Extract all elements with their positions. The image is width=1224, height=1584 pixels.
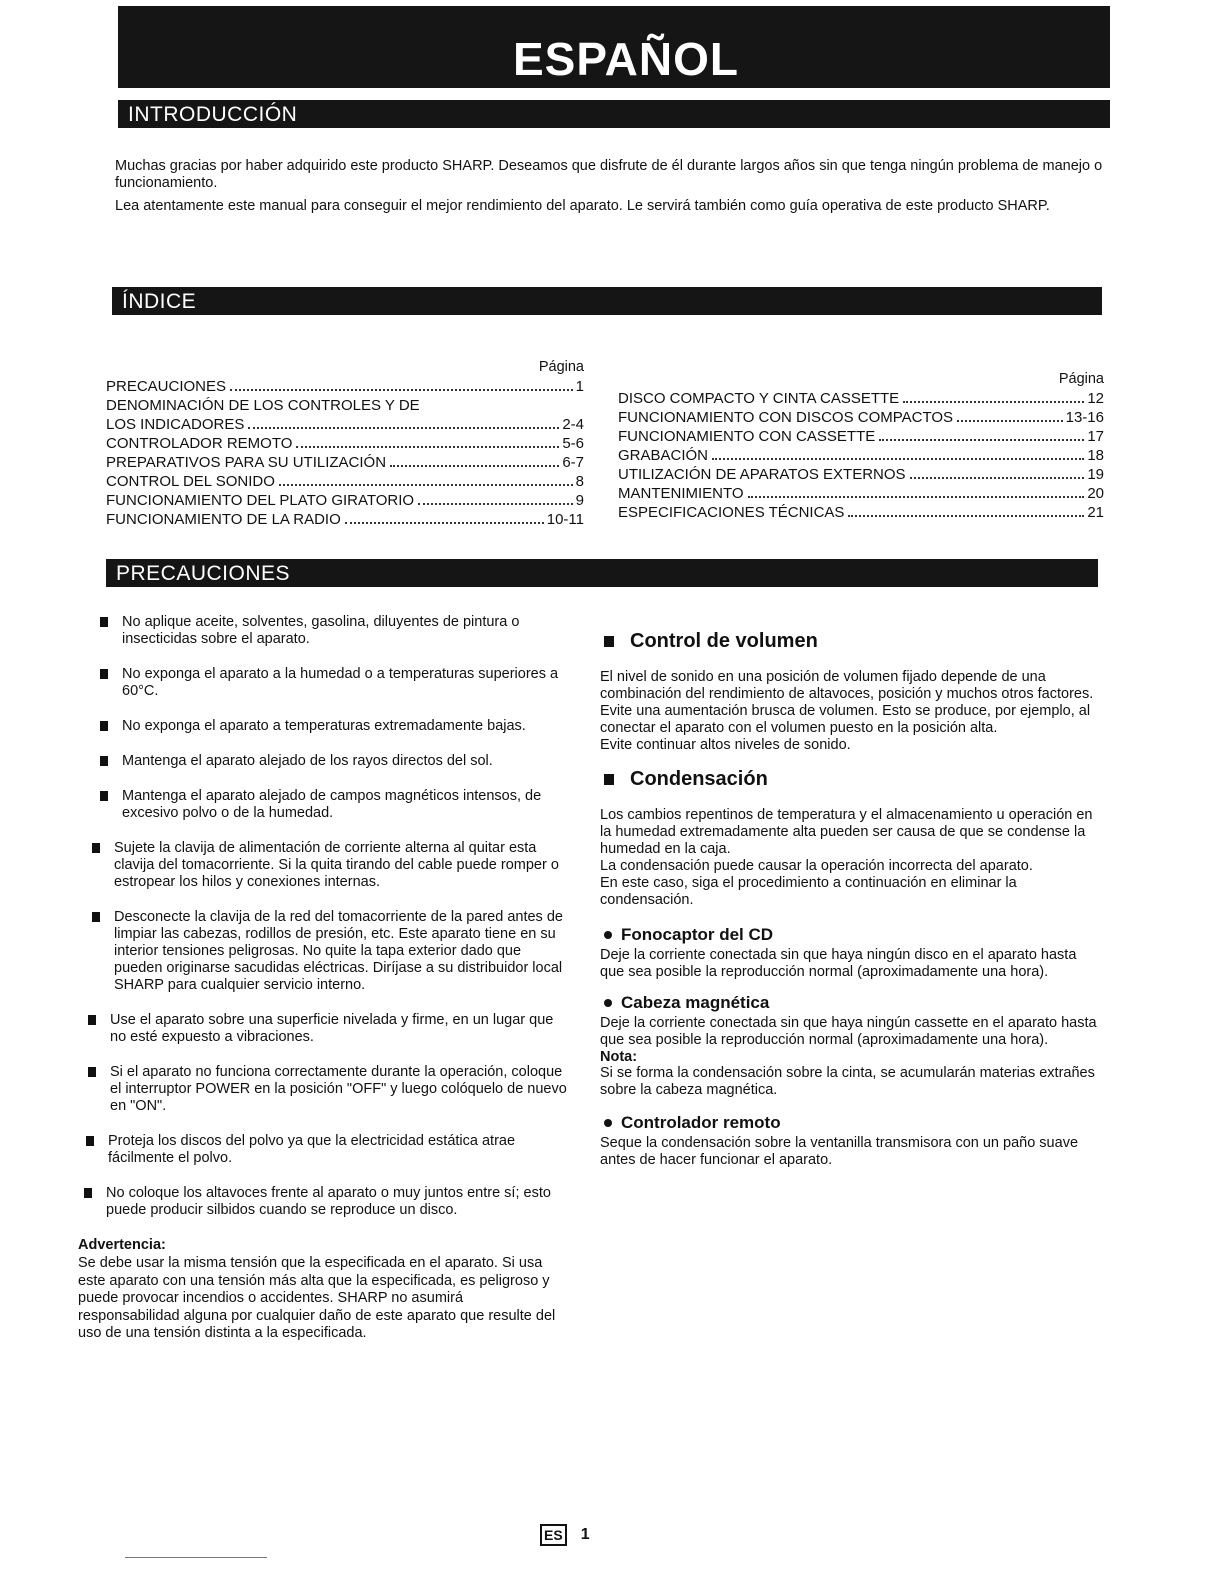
toc-item: CONTROLADOR REMOTO 5-6: [106, 435, 584, 452]
precaution-item: No aplique aceite, solventes, gasolina, diluyentes de pintura o insecticidas sobre el aparato.: [100, 614, 568, 648]
page-number: 1: [580, 1526, 590, 1543]
bottom-rule: [125, 1557, 267, 1558]
title-band: [118, 6, 1110, 88]
intro-heading-band: [118, 100, 1110, 128]
square-bullet-icon: [100, 669, 108, 679]
precaution-item: No coloque los altavoces frente al aparato o muy juntos entre sí; esto puede producir silbidos cuando se reproduce un disco.: [84, 1185, 568, 1219]
round-bullet-icon: [604, 931, 612, 939]
toc-item: GRABACIÓN 18: [618, 447, 1104, 464]
intro-heading: INTRODUCCIÓN: [128, 103, 298, 126]
square-bullet-icon: [604, 774, 614, 785]
nota-label: Nota:: [600, 1049, 638, 1065]
control-volumen-heading: Control de volumen: [600, 630, 1100, 653]
toc-item: FUNCIONAMIENTO CON CASSETTE 17: [618, 428, 1104, 445]
intro-paragraph-1: Muchas gracias por haber adquirido este producto SHARP. Deseamos que disfrute de él durante largos años sin que tenga ningún problema de manejo o funcionamiento.: [115, 158, 1103, 191]
precaution-item: Proteja los discos del polvo ya que la electricidad estática atrae fácilmente el polvo.: [86, 1133, 568, 1167]
toc-item: CONTROL DEL SONIDO 8: [106, 473, 584, 490]
toc-item: PREPARATIVOS PARA SU UTILIZACIÓN 6-7: [106, 454, 584, 471]
toc-left-pagina-label: Página: [538, 359, 584, 375]
round-bullet-icon: [604, 1119, 612, 1127]
square-bullet-icon: [100, 721, 108, 731]
cabeza-heading: Cabeza magnética: [600, 993, 1100, 1013]
square-bullet-icon: [100, 617, 108, 627]
toc-right-pagina-label: Página: [1058, 371, 1104, 387]
precaution-item: Mantenga el aparato alejado de los rayos directos del sol.: [100, 753, 568, 770]
condensacion-paragraph-2: La condensación puede causar la operación incorrecta del aparato.: [600, 858, 1033, 874]
toc-item: FUNCIONAMIENTO CON DISCOS COMPACTOS 13-16: [618, 409, 1104, 426]
controlador-remoto-heading: Controlador remoto: [600, 1113, 1100, 1133]
page-footer: [540, 1524, 590, 1546]
precaution-item: No exponga el aparato a la humedad o a temperaturas superiores a 60°C.: [100, 666, 568, 700]
precaution-item: Desconecte la clavija de la red del tomacorriente de la pared antes de limpiar las cabezas, rodillos de presión, etc. Este aparato tiene en su interior tensiones peligrosas. No quite la tapa exterior dado que pueden originarse sacudidas eléctricas. Diríjase a su distribuidor local SHARP para cualquier servicio interno.: [92, 909, 568, 994]
precaution-item: Sujete la clavija de alimentación de corriente alterna al quitar esta clavija del tomacorriente. Si la quita tirando del cable puede romper o estropear los hilos y conexiones internas.: [92, 840, 568, 891]
language-code-badge: ES: [540, 1524, 567, 1546]
condensacion-paragraph-1: Los cambios repentinos de temperatura y el almacenamiento u operación en la humedad extremadamente alta pueden ser causa de que se condense la humedad en la caja.: [600, 807, 1093, 857]
fonocaptor-heading: Fonocaptor del CD: [600, 925, 1100, 945]
square-bullet-icon: [88, 1015, 96, 1025]
toc-item: FUNCIONAMIENTO DEL PLATO GIRATORIO 9: [106, 492, 584, 509]
indice-heading-band: [112, 287, 1102, 315]
page-title: ESPAÑOL: [513, 33, 739, 85]
toc-item: PRECAUCIONES 1: [106, 378, 584, 395]
square-bullet-icon: [84, 1188, 92, 1198]
square-bullet-icon: [100, 791, 108, 801]
toc-item: DISCO COMPACTO Y CINTA CASSETTE 12: [618, 390, 1104, 407]
square-bullet-icon: [92, 912, 100, 922]
square-bullet-icon: [604, 636, 614, 647]
condensacion-heading: Condensación: [600, 768, 1100, 791]
round-bullet-icon: [604, 999, 612, 1007]
toc-item: MANTENIMIENTO 20: [618, 485, 1104, 502]
precauciones-heading: PRECAUCIONES: [116, 562, 291, 585]
controlador-remoto-text: Seque la condensación sobre la ventanilla transmisora con un paño suave antes de hacer funcionar el aparato.: [600, 1135, 1079, 1168]
advertencia-text: Se debe usar la misma tensión que la especificada en el aparato. Si usa este aparato con una tensión más alta que la especificada, es peligroso y puede provocar incendios o accidentes. SHARP no asumirá responsabilidad alguna por cualquier daño de este aparato que resulte del uso de una tensión distinta a la especificada.: [78, 1255, 556, 1341]
volumen-paragraph-2: Evite una aumentación brusca de volumen. Esto se produce, por ejemplo, al conectar el aparato con el volumen puesto en la posición alta.: [600, 703, 1091, 736]
square-bullet-icon: [100, 756, 108, 766]
precaution-item: Mantenga el aparato alejado de campos magnéticos intensos, de excesivo polvo o de la humedad.: [100, 788, 568, 822]
toc-item: DENOMINACIÓN DE LOS CONTROLES Y DE: [106, 397, 420, 414]
condensacion-paragraph-3: En este caso, siga el procedimiento a continuación en eliminar la condensación.: [600, 875, 1017, 908]
intro-paragraph-2: Lea atentamente este manual para conseguir el mejor rendimiento del aparato. Le servirá también como guía operativa de este producto SHARP.: [115, 198, 1050, 214]
precaution-item: Use el aparato sobre una superficie nivelada y firme, en un lugar que no esté expuesto a vibraciones.: [88, 1012, 568, 1046]
precaution-item: Si el aparato no funciona correctamente durante la operación, coloque el interruptor POWER en la posición "OFF" y luego colóquelo de nuevo en "ON".: [88, 1064, 568, 1115]
toc-item: ESPECIFICACIONES TÉCNICAS 21: [618, 504, 1104, 521]
right-column: [600, 630, 1100, 1181]
volumen-paragraph-3: Evite continuar altos niveles de sonido.: [600, 737, 851, 753]
precauciones-heading-band: [106, 559, 1098, 587]
square-bullet-icon: [86, 1136, 94, 1146]
toc-item: LOS INDICADORES 2-4: [106, 416, 584, 433]
nota-text: Si se forma la condensación sobre la cinta, se acumularán materias extrañes sobre la cabeza magnética.: [600, 1065, 1095, 1098]
precaution-item: No exponga el aparato a temperaturas extremadamente bajas.: [100, 718, 568, 735]
fonocaptor-text: Deje la corriente conectada sin que haya ningún disco en el aparato hasta que sea posible la reproducción normal (aproximadamente una hora).: [600, 947, 1077, 980]
square-bullet-icon: [88, 1067, 96, 1077]
indice-heading: ÍNDICE: [122, 290, 197, 313]
toc-item: FUNCIONAMIENTO DE LA RADIO 10-11: [106, 511, 584, 528]
toc-right: [618, 370, 1104, 522]
cabeza-text: Deje la corriente conectada sin que haya ningún cassette en el aparato hasta que sea posible la reproducción normal (aproximadamente una hora).: [600, 1015, 1097, 1048]
precauciones-column: [78, 614, 568, 1343]
square-bullet-icon: [92, 843, 100, 853]
toc-item: UTILIZACIÓN DE APARATOS EXTERNOS 19: [618, 466, 1104, 483]
volumen-paragraph-1: El nivel de sonido en una posición de volumen fijado depende de una combinación del rendimiento de altavoces, posición y muchos otros factores.: [600, 669, 1094, 702]
toc-left: [106, 358, 584, 529]
advertencia-title: Advertencia:: [78, 1237, 166, 1253]
